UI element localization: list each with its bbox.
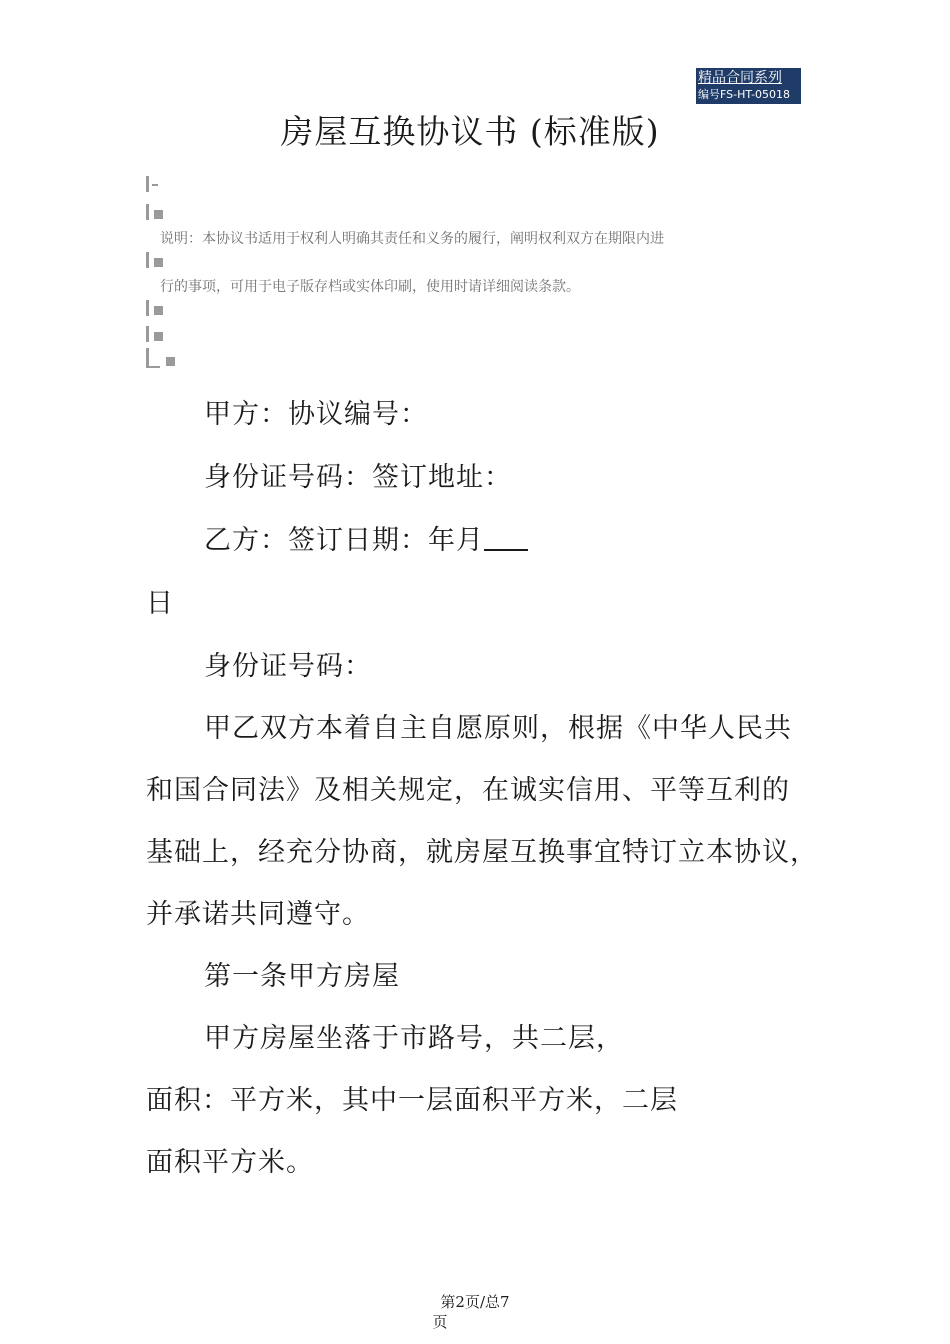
note-line-1: 说明：本协议书适用于权利人明确其责任和义务的履行，阐明权利双方在期限内进 [160,231,664,247]
party-a-line: 甲方：协议编号： [204,399,428,430]
para2-line-1: 甲方房屋坐落于市路号，共二层， [204,1023,624,1054]
party-b-line [204,523,528,559]
id-a-line: 身份证号码：签订地址： [204,462,512,493]
para1-line-2: 和国合同法》及相关规定，在诚实信用、平等互利的 [146,775,790,806]
para2-line-2: 面积：平方米，其中一层面积平方米，二层 [146,1085,678,1116]
note-line-2: 行的事项，可用于电子版存档或实体印刷，使用时请详细阅读条款。 [160,279,580,295]
badge-series-label: 精品合同系列 [698,70,782,86]
para1-line-4: 并承诺共同遵守。 [146,899,370,930]
badge-doc-number: 编号FS-HT-05018 [698,88,791,101]
series-badge [696,68,801,104]
para2-line-3: 面积平方米。 [146,1147,314,1178]
page-number-line-1: 第2页/总7 [440,1293,510,1311]
article-1-heading: 第一条甲方房屋 [204,961,400,992]
document-title: 房屋互换协议书 (标准版) [280,112,660,151]
day-line: 日 [146,588,174,619]
para1-line-3: 基础上，经充分协商，就房屋互换事宜特订立本协议， [146,837,818,868]
id-b-line: 身份证号码： [204,651,372,682]
para1-line-1: 甲乙双方本着自主自愿原则，根据《中华人民共 [204,713,792,744]
page-number-line-2: 页 [432,1313,448,1331]
party-b-text: 乙方：签订日期：年月 [204,525,484,556]
date-blank [484,523,528,551]
